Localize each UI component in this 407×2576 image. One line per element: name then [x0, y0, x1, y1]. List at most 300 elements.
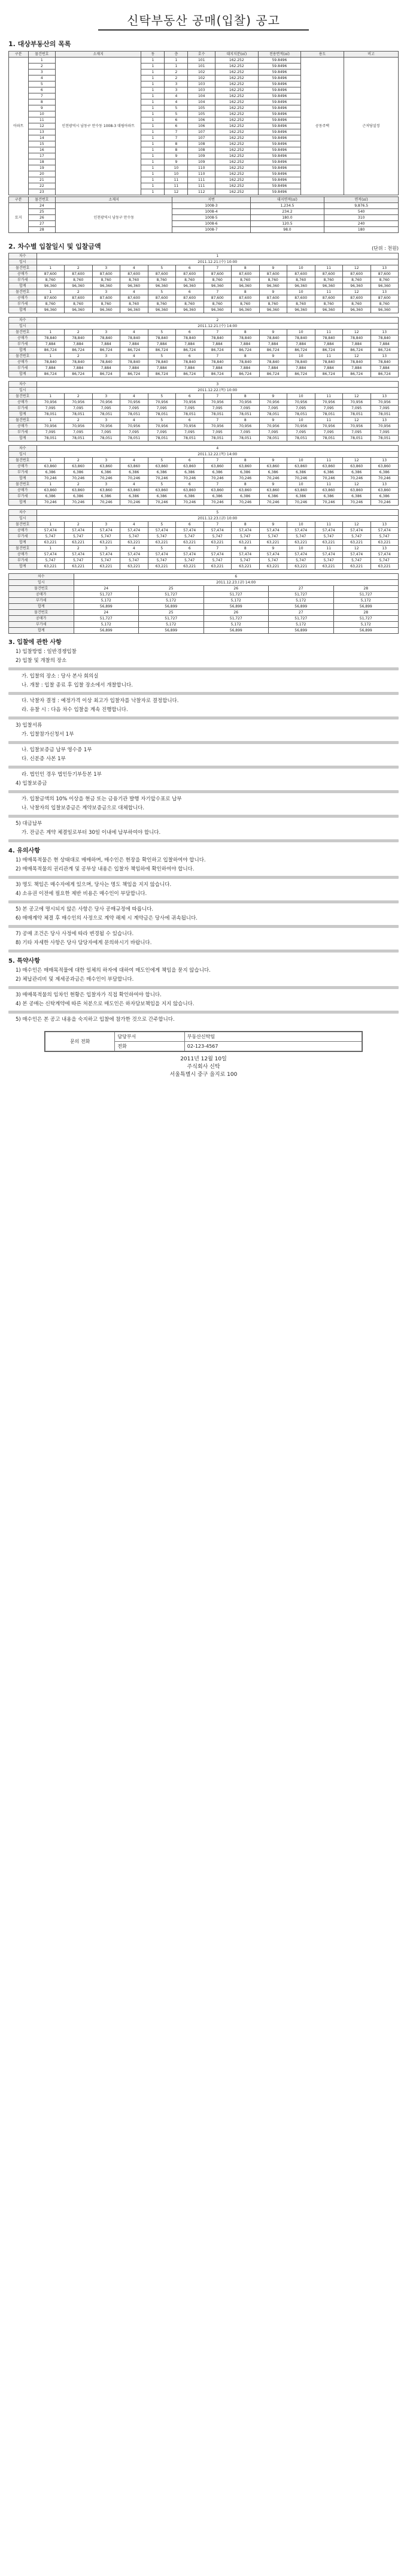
amount-cell: 56,899 [139, 628, 204, 634]
amount-cell: 70,956 [343, 400, 371, 406]
amount-cell: 63,221 [232, 564, 260, 570]
amount-cell: 70,956 [65, 400, 93, 406]
amount-cell: 6,386 [343, 494, 371, 500]
item-number-cell: 27 [28, 221, 56, 227]
company-name: 주식회사 신탁 [187, 1064, 220, 1070]
amount-cell: 57,474 [204, 528, 232, 534]
amount-cell: 70,956 [92, 424, 120, 430]
amount-cell: 63,221 [120, 564, 148, 570]
amount-cell: 57,474 [120, 552, 148, 558]
land-list-table [8, 196, 399, 233]
area-cell: 59.8496 [258, 93, 301, 99]
amount-cell: 6,386 [232, 470, 260, 476]
building-cell: 1 [141, 58, 165, 64]
section3-item: 4) 입찰보증금 [16, 781, 47, 787]
amount-cell: 70,956 [315, 424, 343, 430]
area-cell: 59.8496 [258, 171, 301, 177]
schedule-row [9, 329, 399, 335]
row-label-cell: 공매가 [9, 295, 37, 301]
schedule-row [9, 394, 399, 400]
unit-cell: 105 [188, 111, 215, 117]
schedule-row [9, 628, 399, 634]
item-number-cell: 7 [204, 289, 232, 295]
text-line-filler [8, 766, 399, 769]
section5-item: 2) 체납관리비 및 제세공과금은 매수인이 부담합니다. [16, 976, 134, 982]
item-number-cell: 4 [120, 394, 148, 400]
item-number-cell: 2 [65, 522, 93, 528]
building-cell: 1 [141, 159, 165, 165]
row-label-cell: 합계 [9, 307, 37, 313]
schedule-row [9, 476, 399, 482]
amount-cell: 6,386 [148, 470, 176, 476]
item-number-cell: 4 [120, 482, 148, 488]
item-number-cell: 3 [92, 458, 120, 464]
item-number-cell: 13 [370, 522, 399, 528]
schedule-row [9, 546, 399, 552]
amount-cell: 70,246 [259, 476, 287, 482]
amount-cell: 63,221 [259, 564, 287, 570]
amount-cell: 63,860 [232, 488, 260, 494]
item-number-cell: 11 [28, 117, 56, 123]
amount-cell: 6,386 [204, 470, 232, 476]
land-share-cell: 162.252 [215, 105, 258, 111]
group-label-cell: 토지 [9, 203, 29, 233]
section3-item: 2) 입찰 및 개찰의 장소 [16, 658, 67, 664]
row-label-cell: 공매가 [9, 488, 37, 494]
round-value-cell: 1 [37, 253, 399, 259]
amount-cell: 6,386 [370, 494, 399, 500]
row-label-cell: 부가세 [9, 558, 37, 564]
amount-cell: 6,386 [65, 494, 93, 500]
section3-item: 라. 유찰 시 : 다음 차수 입찰을 계속 진행합니다. [22, 707, 128, 713]
amount-cell: 51,727 [74, 592, 139, 598]
schedule-table [8, 253, 399, 313]
amount-cell: 63,860 [120, 464, 148, 470]
amount-cell: 87,600 [232, 271, 260, 277]
building-cell: 1 [141, 123, 165, 129]
section3-heading: 3. 입찰에 관한 사항 [8, 639, 62, 646]
amount-cell: 57,474 [92, 552, 120, 558]
area-cell: 180 [324, 227, 399, 233]
amount-cell: 63,221 [37, 564, 65, 570]
row-label-cell: 부가세 [9, 365, 37, 371]
amount-cell: 5,747 [259, 558, 287, 564]
amount-cell: 78,840 [92, 359, 120, 365]
schedule-row [9, 528, 399, 534]
amount-cell: 70,246 [65, 500, 93, 506]
text-line-filler [8, 741, 399, 744]
land-share-cell: 162.252 [215, 75, 258, 81]
item-number-cell: 23 [28, 189, 56, 195]
row-label-cell: 부가세 [9, 470, 37, 476]
amount-cell: 7,095 [343, 430, 371, 436]
item-number-cell: 13 [370, 353, 399, 359]
amount-cell: 87,600 [204, 271, 232, 277]
item-number-cell: 28 [28, 227, 56, 233]
table-row [9, 58, 399, 64]
amount-cell: 7,884 [120, 341, 148, 347]
amount-cell: 96,360 [120, 283, 148, 289]
amount-cell: 7,095 [65, 430, 93, 436]
item-number-cell: 10 [28, 111, 56, 117]
amount-cell: 5,172 [204, 598, 269, 604]
amount-cell: 56,899 [333, 628, 399, 634]
area-cell: 59.8496 [258, 111, 301, 117]
amount-cell: 63,860 [176, 488, 204, 494]
row-label-cell: 합계 [9, 540, 37, 546]
table-header-cell: 면적(㎡) [324, 197, 399, 203]
amount-cell: 78,051 [37, 436, 65, 442]
amount-cell: 7,884 [287, 365, 315, 371]
location-cell: 인천광역시 남동구 만수동 [56, 203, 172, 233]
item-number-cell: 2 [65, 329, 93, 335]
section5-item: 4) 본 공매는 신탁계약에 따른 처분으로 매도인은 하자담보책임을 지지 않습니다. [16, 1001, 195, 1007]
amount-cell: 70,246 [370, 500, 399, 506]
table-header-cell: 비고 [344, 52, 398, 58]
amount-cell: 70,956 [120, 424, 148, 430]
building-cell: 1 [141, 69, 165, 75]
amount-cell: 70,956 [176, 424, 204, 430]
amount-cell: 6,386 [259, 494, 287, 500]
amount-cell: 87,600 [370, 295, 399, 301]
amount-cell: 7,095 [343, 406, 371, 412]
schedule-date-row [9, 580, 399, 586]
item-number-cell: 7 [204, 265, 232, 271]
item-number-cell: 8 [232, 418, 260, 424]
amount-cell: 57,474 [37, 528, 65, 534]
unit-cell: 106 [188, 117, 215, 123]
amount-cell: 7,095 [315, 406, 343, 412]
amount-cell: 78,840 [204, 335, 232, 341]
amount-cell: 6,386 [176, 494, 204, 500]
building-cell: 1 [141, 81, 165, 87]
company-address: 서울특별시 중구 을지로 100 [169, 1072, 238, 1078]
text-line-filler [8, 692, 399, 695]
amount-cell: 87,600 [120, 271, 148, 277]
land-share-cell: 162.252 [215, 153, 258, 159]
land-share-cell: 162.252 [215, 159, 258, 165]
amount-cell: 5,747 [120, 558, 148, 564]
item-number-cell: 10 [287, 353, 315, 359]
section4-item: 3) 명도 책임은 매수자에게 있으며, 당사는 명도 책임을 지지 않습니다. [16, 882, 172, 888]
amount-cell: 70,246 [92, 500, 120, 506]
amount-cell: 63,860 [65, 488, 93, 494]
amount-cell: 70,246 [232, 500, 260, 506]
amount-cell: 78,051 [120, 412, 148, 418]
item-number-cell: 11 [315, 329, 343, 335]
building-cell: 1 [141, 64, 165, 69]
amount-cell: 5,747 [259, 534, 287, 540]
amount-cell: 8,760 [343, 301, 371, 307]
item-number-cell: 7 [204, 329, 232, 335]
item-number-cell: 12 [343, 546, 371, 552]
lot-number-cell: 1008-6 [172, 221, 250, 227]
building-cell: 1 [141, 177, 165, 183]
amount-cell: 5,172 [74, 598, 139, 604]
amount-cell: 5,747 [343, 534, 371, 540]
amount-cell: 56,899 [204, 604, 269, 610]
item-number-cell: 4 [120, 353, 148, 359]
table-header-cell: 지번 [172, 197, 250, 203]
amount-cell: 63,221 [65, 540, 93, 546]
amount-cell: 96,360 [204, 283, 232, 289]
amount-cell: 78,840 [176, 359, 204, 365]
amount-cell: 57,474 [315, 528, 343, 534]
round-label-cell: 차수 [9, 574, 74, 580]
amount-cell: 86,724 [120, 347, 148, 353]
unit-cell: 105 [188, 105, 215, 111]
amount-cell: 7,095 [120, 406, 148, 412]
date-label-cell: 일시 [9, 388, 37, 394]
schedule-list [8, 253, 399, 634]
amount-cell: 6,386 [176, 470, 204, 476]
row-label-cell: 공매가 [9, 335, 37, 341]
floor-cell: 1 [165, 58, 188, 64]
amount-cell: 78,840 [92, 335, 120, 341]
date-label-cell: 일시 [9, 259, 37, 265]
amount-cell: 70,956 [287, 400, 315, 406]
amount-cell: 96,360 [287, 307, 315, 313]
item-number-cell: 26 [204, 586, 269, 592]
section3-item: 라. 법인인 경우 법인등기부등본 1부 [22, 772, 102, 778]
amount-cell: 63,221 [315, 564, 343, 570]
schedule-row [9, 406, 399, 412]
item-number-cell: 11 [315, 418, 343, 424]
section4-item: 8) 기타 자세한 사항은 당사 담당자에게 문의하시기 바랍니다. [16, 940, 152, 946]
amount-cell: 86,724 [370, 371, 399, 377]
amount-cell: 7,884 [370, 365, 399, 371]
schedule-row [9, 271, 399, 277]
table-header-cell: 대지면적(㎡) [250, 197, 324, 203]
amount-cell: 57,474 [148, 528, 176, 534]
unit-cell: 107 [188, 135, 215, 141]
amount-cell: 7,884 [65, 341, 93, 347]
schedule-date-row [9, 259, 399, 265]
schedule-round-row [9, 510, 399, 516]
table-header-cell: 대지지분(㎡) [215, 52, 258, 58]
item-number-cell: 6 [176, 353, 204, 359]
amount-cell: 63,221 [148, 564, 176, 570]
row-label-cell: 물건번호 [9, 353, 37, 359]
amount-cell: 78,051 [92, 436, 120, 442]
amount-cell: 78,840 [259, 359, 287, 365]
row-label-cell: 공매가 [9, 271, 37, 277]
unit-cell: 103 [188, 81, 215, 87]
land-share-cell: 162.252 [215, 147, 258, 153]
amount-cell: 5,747 [287, 558, 315, 564]
item-number-cell: 10 [287, 546, 315, 552]
item-number-cell: 1 [37, 329, 65, 335]
amount-cell: 6,386 [120, 470, 148, 476]
amount-cell: 7,884 [92, 365, 120, 371]
item-number-cell: 3 [92, 546, 120, 552]
amount-cell: 87,600 [65, 295, 93, 301]
amount-cell: 78,840 [287, 335, 315, 341]
item-number-cell: 12 [343, 265, 371, 271]
item-number-cell: 2 [65, 482, 93, 488]
amount-cell: 70,956 [120, 400, 148, 406]
amount-cell: 78,051 [259, 412, 287, 418]
amount-cell: 96,360 [315, 307, 343, 313]
amount-cell: 57,474 [287, 528, 315, 534]
section4-item: 1) 매매목적물은 현 상태대로 매매하며, 매수인은 현장을 확인하고 입찰하여야 합니다. [16, 857, 206, 863]
amount-cell: 7,884 [148, 341, 176, 347]
row-label-cell: 부가세 [9, 341, 37, 347]
amount-cell: 5,747 [204, 534, 232, 540]
item-number-cell: 10 [287, 394, 315, 400]
schedule-round-row [9, 446, 399, 452]
item-number-cell: 6 [176, 394, 204, 400]
amount-cell: 63,860 [343, 488, 371, 494]
item-number-cell: 2 [28, 64, 56, 69]
row-label-cell: 공매가 [9, 592, 74, 598]
amount-cell: 70,956 [37, 424, 65, 430]
amount-cell: 70,956 [148, 424, 176, 430]
schedule-row [9, 482, 399, 488]
amount-cell: 70,246 [370, 476, 399, 482]
row-label-cell: 물건번호 [9, 610, 74, 616]
amount-cell: 86,724 [343, 371, 371, 377]
amount-cell: 8,760 [176, 301, 204, 307]
page [0, 0, 407, 1079]
item-number-cell: 9 [259, 546, 287, 552]
unit-cell: 108 [188, 147, 215, 153]
amount-cell: 63,221 [92, 540, 120, 546]
land-share-cell: 162.252 [215, 117, 258, 123]
item-number-cell: 17 [28, 153, 56, 159]
amount-cell: 78,840 [65, 359, 93, 365]
building-cell: 1 [141, 141, 165, 147]
amount-cell: 63,221 [176, 540, 204, 546]
schedule-row [9, 436, 399, 442]
item-number-cell: 4 [120, 522, 148, 528]
amount-cell: 86,724 [65, 371, 93, 377]
amount-cell: 8,760 [37, 277, 65, 283]
land-share-cell: 162.252 [215, 81, 258, 87]
item-number-cell: 1 [37, 394, 65, 400]
amount-cell: 87,600 [343, 271, 371, 277]
item-number-cell: 26 [28, 215, 56, 221]
amount-cell: 87,600 [176, 271, 204, 277]
amount-cell: 7,884 [343, 365, 371, 371]
amount-cell: 63,860 [176, 464, 204, 470]
item-number-cell: 9 [259, 289, 287, 295]
item-number-cell: 1 [37, 353, 65, 359]
schedule-date-row [9, 388, 399, 394]
amount-cell: 86,724 [37, 371, 65, 377]
schedule-row [9, 283, 399, 289]
amount-cell: 70,246 [176, 476, 204, 482]
amount-cell: 70,246 [148, 500, 176, 506]
schedule-row [9, 604, 399, 610]
amount-cell: 57,474 [370, 552, 399, 558]
amount-cell: 63,221 [370, 540, 399, 546]
amount-cell: 7,884 [176, 365, 204, 371]
property-list-table [8, 51, 399, 195]
schedule-row [9, 412, 399, 418]
item-number-cell: 21 [28, 177, 56, 183]
amount-cell: 78,840 [65, 335, 93, 341]
amount-cell: 63,221 [232, 540, 260, 546]
item-number-cell: 2 [65, 546, 93, 552]
unit-cell: 109 [188, 153, 215, 159]
round-value-cell: 5 [37, 510, 399, 516]
row-label-cell: 부가세 [9, 430, 37, 436]
section1-heading: 1. 대상부동산의 목록 [8, 40, 71, 48]
amount-cell: 96,360 [315, 283, 343, 289]
amount-cell: 7,095 [148, 430, 176, 436]
schedule-row [9, 592, 399, 598]
schedule-table [8, 573, 399, 634]
amount-cell: 5,172 [139, 622, 204, 628]
amount-cell: 86,724 [204, 371, 232, 377]
row-label-cell: 물건번호 [9, 458, 37, 464]
amount-cell: 7,095 [37, 430, 65, 436]
amount-cell: 57,474 [343, 552, 371, 558]
amount-cell: 78,051 [259, 436, 287, 442]
amount-cell: 7,884 [204, 341, 232, 347]
schedule-row [9, 552, 399, 558]
amount-cell: 87,600 [343, 295, 371, 301]
building-cell: 1 [141, 99, 165, 105]
section3-item: 다. 낙찰자 결정 : 예정가격 이상 최고가 입찰자를 낙찰자로 결정합니다. [22, 698, 179, 704]
item-number-cell: 3 [92, 394, 120, 400]
amount-cell: 51,727 [333, 592, 399, 598]
unit-cell: 101 [188, 64, 215, 69]
floor-cell: 10 [165, 165, 188, 171]
amount-cell: 63,221 [204, 540, 232, 546]
land-share-cell: 162.252 [215, 64, 258, 69]
amount-cell: 7,095 [204, 406, 232, 412]
amount-cell: 6,386 [120, 494, 148, 500]
area-cell: 59.8496 [258, 141, 301, 147]
section3-item: 가. 잔금은 계약 체결일로부터 30일 이내에 납부하여야 합니다. [22, 830, 161, 836]
unit-cell: 101 [188, 58, 215, 64]
unit-cell: 104 [188, 93, 215, 99]
amount-cell: 78,051 [176, 412, 204, 418]
section3-item: 가. 입찰의 장소 : 당사 본사 회의실 [22, 673, 99, 679]
amount-cell: 5,747 [65, 558, 93, 564]
item-number-cell: 1 [28, 58, 56, 64]
item-number-cell: 3 [92, 482, 120, 488]
amount-cell: 87,600 [37, 271, 65, 277]
item-number-cell: 4 [120, 265, 148, 271]
note-cell: 근저당설정 [344, 58, 398, 195]
area-cell: 240 [324, 221, 399, 227]
schedule-row [9, 353, 399, 359]
item-number-cell: 22 [28, 183, 56, 189]
row-label-cell: 합계 [9, 628, 74, 634]
amount-cell: 7,884 [176, 341, 204, 347]
amount-cell: 70,956 [204, 424, 232, 430]
land-area-cell: 1,234.5 [250, 203, 324, 209]
round-label-cell: 차수 [9, 318, 37, 323]
table-header-cell: 소재지 [56, 52, 141, 58]
item-number-cell: 10 [287, 482, 315, 488]
amount-cell: 70,246 [204, 476, 232, 482]
item-number-cell: 8 [232, 265, 260, 271]
row-label-cell: 물건번호 [9, 482, 37, 488]
amount-cell: 63,860 [148, 488, 176, 494]
amount-cell: 6,386 [232, 494, 260, 500]
amount-cell: 87,600 [148, 295, 176, 301]
item-number-cell: 1 [37, 482, 65, 488]
amount-cell: 6,386 [148, 494, 176, 500]
schedule-date-row [9, 323, 399, 329]
amount-cell: 5,747 [148, 558, 176, 564]
building-cell: 1 [141, 93, 165, 99]
unit-cell: 111 [188, 183, 215, 189]
